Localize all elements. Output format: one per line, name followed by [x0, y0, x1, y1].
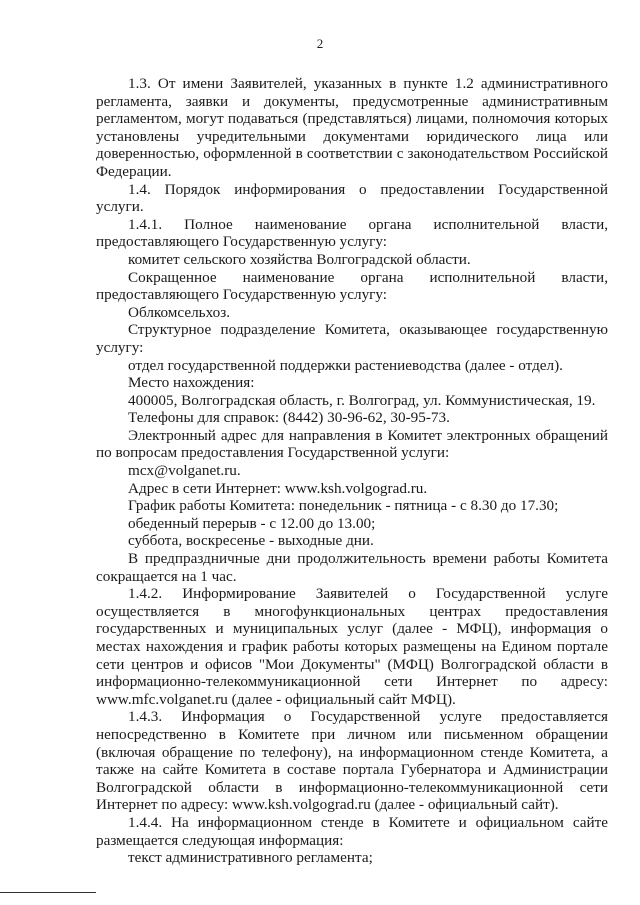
paragraph-phones: Телефоны для справок: (8442) 30-96-62, 30-95-73. — [128, 409, 450, 427]
paragraph-email-label: Электронный адрес для направления в Комитет электронных обращений по вопросам предоставления Государственной услуги: — [96, 426, 608, 462]
paragraph-holidays: В предпраздничные дни продолжительность времени работы Комитета сокращается на 1 час. — [96, 550, 608, 585]
paragraph-1-4-1: 1.4.1. Полное наименование органа исполнительной власти, предоставляющего Государственную услугу: — [96, 215, 608, 251]
paragraph-address: 400005, Волгоградская область, г. Волгоград, ул. Коммунистическая, 19. — [128, 391, 596, 409]
paragraph-short-name-label: Сокращенное наименование органа исполнительной власти, предоставляющего Государственную услугу: — [96, 268, 608, 304]
paragraph-full-name: комитет сельского хозяйства Волгоградской области. — [128, 250, 471, 268]
paragraph-location-label: Место нахождения: — [128, 374, 255, 392]
paragraph-weekend: суббота, воскресенье - выходные дни. — [128, 532, 374, 550]
paragraph-division-label: Структурное подразделение Комитета, оказывающее государственную услугу: — [96, 321, 608, 356]
paragraph-1-3: 1.3. От имени Заявителей, указанных в пункте 1.2 административного регламента, заявки и документы, предусмотренные административным регламентом, могут подаваться (представляться) лицами, полномочия которых установлены учредительными документами юридического лица или доверенностью, оформленной в соответствии с законодательством Российской Федерации. — [96, 75, 608, 180]
paragraph-1-4-2: 1.4.2. Информирование Заявителей о Государственной услуге осуществляется в многофункциональных центрах предоставления государственных и муниципальных услуг (далее - МФЦ), информация о местах нахождения и график работы которых размещены на Едином портале сети центров и офисов "Мои Документы" (МФЦ) Волгоградской области в информационно-телекоммуникационной сети Интернет по адресу: www.mfc.volganet.ru (далее - официальный сайт МФЦ). — [96, 585, 608, 708]
paragraph-1-4-heading: 1.4. Порядок информирования о предоставлении Государственной услуги. — [96, 180, 608, 216]
paragraph-lunch: обеденный перерыв - с 12.00 до 13.00; — [128, 514, 376, 532]
page-number: 2 — [316, 36, 324, 51]
paragraph-regulation-text: текст административного регламента; — [128, 849, 373, 867]
paragraph-division: отдел государственной поддержки растениеводства (далее - отдел). — [128, 356, 563, 374]
footnote-separator — [0, 892, 96, 893]
paragraph-email: mcx@volganet.ru. — [128, 462, 241, 480]
paragraph-short-name: Облкомсельхоз. — [128, 303, 230, 321]
paragraph-1-4-4: 1.4.4. На информационном стенде в Комитете и официальном сайте размещается следующая информация: — [96, 813, 608, 849]
paragraph-website: Адрес в сети Интернет: www.ksh.volgograd.ru. — [128, 479, 428, 497]
paragraph-1-4-3: 1.4.3. Информация о Государственной услуге предоставляется непосредственно в Комитете при личном или письменном обращении (включая обращение по телефону), на информационном стенде Комитета, а также на сайте Комитета в составе портала Губернатора и Администрации Волгоградской области в информационно-телекоммуникационной сети Интернет по адресу: www.ksh.volgograd.ru (далее - официальный сайт). — [96, 708, 608, 814]
paragraph-schedule: График работы Комитета: понедельник - пятница - с 8.30 до 17.30; — [128, 497, 559, 515]
document-body — [96, 75, 608, 867]
